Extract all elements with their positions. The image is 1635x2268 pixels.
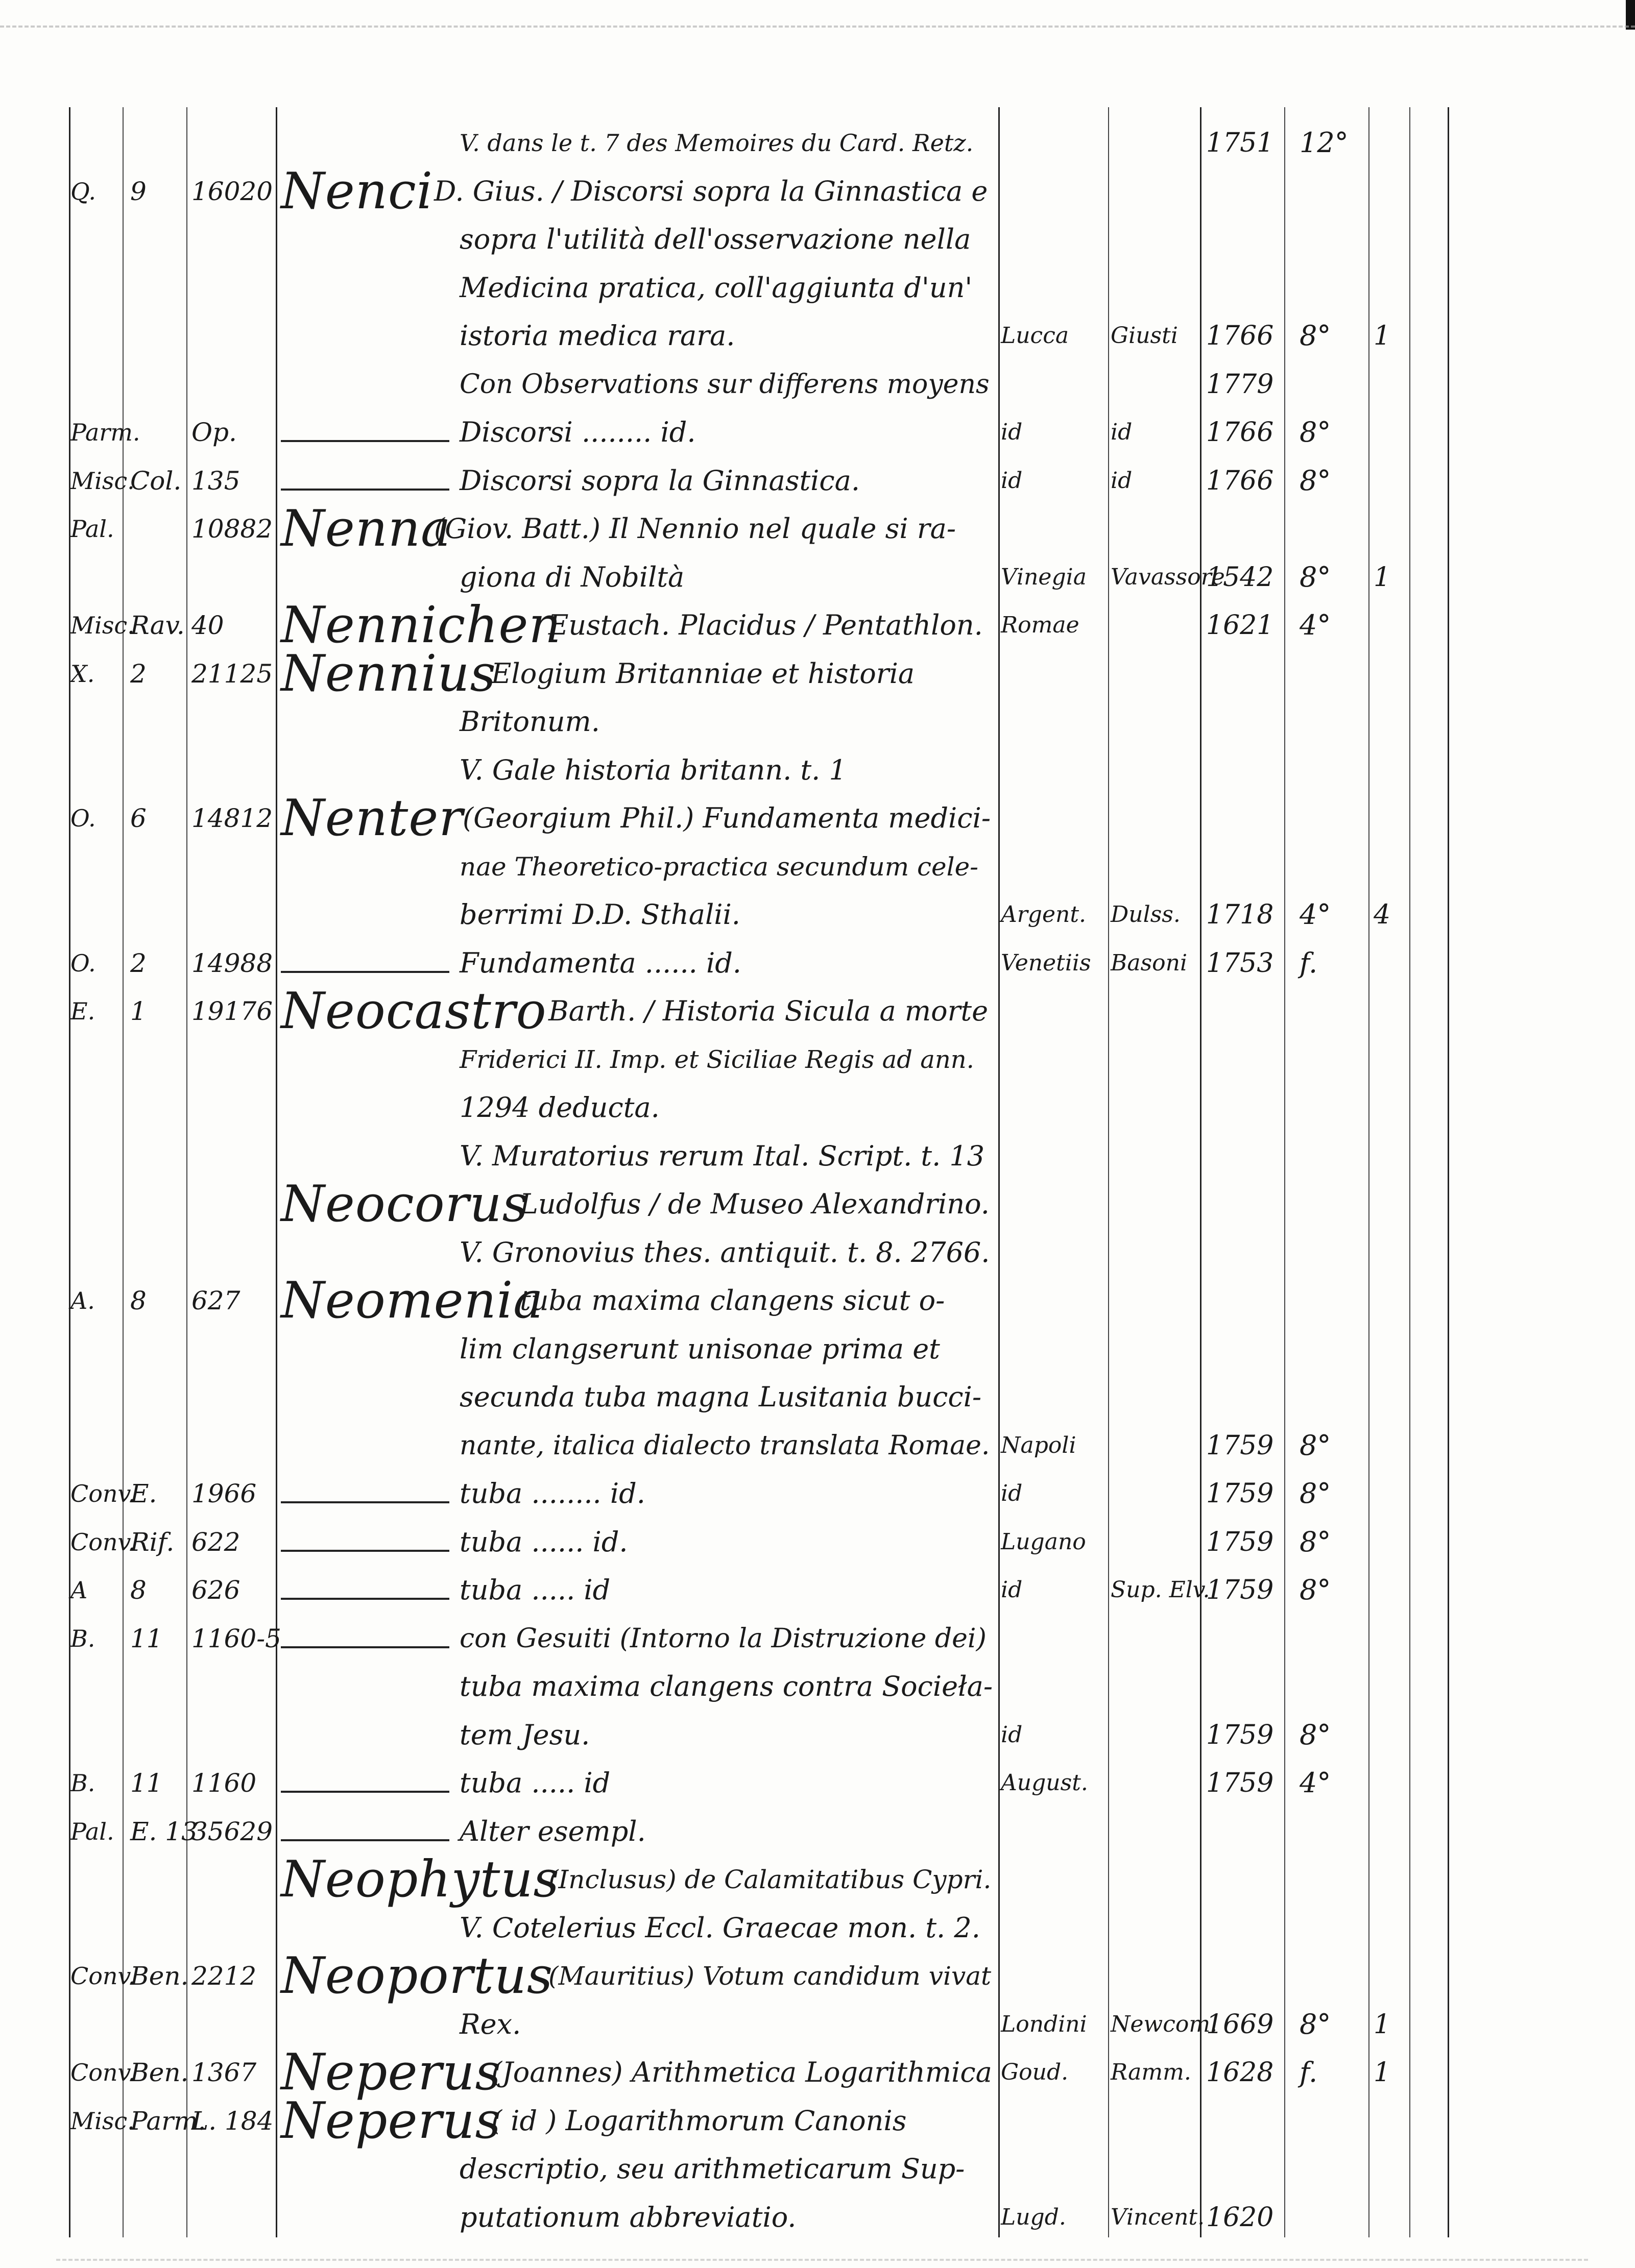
- bottom-dashed-rule: [56, 2259, 1588, 2261]
- ledger-row: [0, 1230, 1635, 1276]
- cell-year: 1628: [1206, 2057, 1274, 2088]
- ledger-row: [0, 1809, 1635, 1855]
- entry-description: (Joannes) Arithmetica Logarithmica: [491, 2056, 992, 2088]
- entry-description: (Giov. Batt.) Il Nennio nel quale si ra-: [434, 513, 956, 545]
- entry-description: Fundamenta ...... id.: [460, 946, 741, 979]
- cell-year: 1766: [1206, 417, 1274, 448]
- cell-vols: 1: [1374, 562, 1391, 593]
- entry-description: (Mauritius) Votum candidum vivat: [548, 1961, 992, 1991]
- entry-description: (Inclusus) de Calamitatibus Cypri.: [548, 1865, 992, 1894]
- entry-description: putationum abbreviatio.: [460, 2201, 797, 2233]
- cell-year: 1751: [1206, 128, 1274, 158]
- cell-place: id: [1001, 1721, 1023, 1748]
- ledger-row: [0, 1133, 1635, 1179]
- cell-num: E.: [130, 1479, 157, 1508]
- cell-vols: 4: [1374, 899, 1391, 930]
- entry-description: Ludolfus / de Museo Alexandrino.: [520, 1188, 990, 1220]
- entry-description: Discorsi ........ id.: [460, 416, 696, 448]
- entry-description: V. dans le t. 7 des Memoires du Card. Retz.: [460, 129, 974, 157]
- cell-shelf: Conv.: [70, 1528, 136, 1556]
- entry-description: Friderici II. Imp. et Siciliae Regis ad ann.: [460, 1045, 974, 1074]
- author-name: Neoportus: [281, 1947, 554, 2005]
- entry-description: tuba ........ id.: [460, 1477, 645, 1509]
- cell-shelf: O.: [70, 804, 96, 832]
- cell-fmt: 8°: [1300, 320, 1331, 352]
- cell-num: 2: [130, 948, 147, 978]
- ledger-row: [0, 1471, 1635, 1517]
- entry-description: secunda tuba magna Lusitania bucci-: [460, 1381, 982, 1413]
- cell-shelf: A.: [70, 1287, 95, 1314]
- cell-place: August.: [1001, 1770, 1088, 1796]
- ledger-row: [0, 1616, 1635, 1662]
- entry-description: tuba maxima clangens sicut o-: [520, 1284, 945, 1316]
- cell-shelf: Conv.: [70, 2059, 136, 2086]
- ditto-rule: [281, 1646, 449, 1648]
- cell-year: 1759: [1206, 1526, 1274, 1557]
- cell-place: Argent.: [1001, 901, 1087, 928]
- ledger-row: [0, 1519, 1635, 1565]
- cell-year: 1621: [1206, 610, 1274, 641]
- cell-fmt: 8°: [1300, 416, 1331, 448]
- cell-inv: 40: [191, 611, 224, 640]
- ledger-row: [0, 265, 1635, 311]
- cell-fmt: f.: [1300, 2056, 1318, 2088]
- cell-place: Venetiis: [1001, 949, 1091, 976]
- entry-description: lim clangserunt unisonae prima et: [460, 1332, 940, 1365]
- author-name: Neperus: [281, 2091, 501, 2150]
- cell-num: Parm.: [130, 2106, 206, 2136]
- cell-num: 11: [130, 1623, 163, 1653]
- cell-fmt: 4°: [1300, 1767, 1331, 1799]
- entry-description: tuba ..... id: [460, 1574, 611, 1606]
- cell-printer: Basoni: [1111, 949, 1188, 976]
- cell-year: 1718: [1206, 899, 1274, 930]
- cell-inv: L. 184: [191, 2106, 274, 2136]
- entry-description: Con Observations sur differens moyens: [460, 369, 990, 400]
- cell-vols: 1: [1374, 2057, 1391, 2088]
- ledger-row: [0, 789, 1635, 847]
- cell-inv: 10882: [191, 514, 273, 544]
- cell-year: 1542: [1206, 562, 1274, 593]
- author-name: Nennius: [281, 644, 496, 703]
- entry-description: Elogium Britanniae et historia: [491, 657, 915, 690]
- cell-fmt: 8°: [1300, 560, 1331, 593]
- ledger-row: [0, 500, 1635, 558]
- cell-year: 1779: [1206, 369, 1274, 400]
- entry-description: tuba ..... id: [460, 1767, 611, 1799]
- cell-vols: 1: [1374, 321, 1391, 351]
- cell-place: id: [1001, 1577, 1023, 1603]
- cell-year: 1669: [1206, 2009, 1274, 2040]
- entry-description: Barth. / Historia Sicula a morte: [548, 995, 989, 1027]
- ledger-row: [0, 1326, 1635, 1372]
- ledger-row: [0, 1712, 1635, 1758]
- entry-description: descriptio, seu arithmeticarum Sup-: [460, 2153, 965, 2185]
- cell-inv: 19176: [191, 996, 273, 1026]
- cell-place: Vinegia: [1001, 564, 1087, 590]
- ledger-row: [0, 2002, 1635, 2047]
- entry-description: V. Muratorius rerum Ital. Script. t. 13: [460, 1139, 985, 1172]
- ledger-row: [0, 596, 1635, 654]
- entry-description: Eustach. Placidus / Pentathlon.: [548, 609, 983, 641]
- cell-shelf: E.: [70, 997, 95, 1025]
- ledger-row: [0, 554, 1635, 600]
- cell-shelf: Conv.: [70, 1962, 136, 1990]
- ledger-row: [0, 1760, 1635, 1806]
- cell-place: id: [1001, 467, 1023, 494]
- cell-shelf: Misc.: [70, 467, 135, 495]
- entry-description: giona di Nobiltà: [460, 560, 685, 593]
- cell-place: Lucca: [1001, 323, 1069, 349]
- cell-shelf: Pal.: [70, 1817, 114, 1845]
- cell-printer: id: [1111, 419, 1133, 445]
- cell-inv: 1160-5: [191, 1623, 281, 1653]
- entry-description: Medicina pratica, coll'aggiunta d'un': [460, 271, 973, 304]
- cell-fmt: 8°: [1300, 1429, 1331, 1461]
- ledger-row: [0, 747, 1635, 793]
- cell-inv: 21125: [191, 659, 273, 689]
- ledger-row: [0, 1947, 1635, 2005]
- ledger-row: [0, 120, 1635, 166]
- cell-inv: 626: [191, 1575, 241, 1605]
- ledger-row: [0, 1905, 1635, 1951]
- cell-inv: 1367: [191, 2058, 257, 2087]
- cell-num: Ben.: [130, 2058, 189, 2087]
- entry-description: D. Gius. / Discorsi sopra la Ginnastica e: [434, 175, 988, 207]
- ledger-row: [0, 2146, 1635, 2192]
- cell-inv: 627: [191, 1286, 241, 1315]
- cell-fmt: 8°: [1300, 1718, 1331, 1751]
- cell-shelf: A: [70, 1576, 88, 1604]
- cell-place: Lugd.: [1001, 2204, 1066, 2230]
- ditto-rule: [281, 1839, 449, 1841]
- ledger-row: [0, 982, 1635, 1040]
- ledger-row: [0, 892, 1635, 938]
- cell-num: 6: [130, 803, 147, 833]
- cell-shelf: B.: [70, 1769, 95, 1797]
- author-name: Nenci: [281, 162, 434, 221]
- ledger-row: [0, 2043, 1635, 2102]
- cell-printer: Giusti: [1111, 323, 1178, 349]
- cell-num: 2: [130, 659, 147, 689]
- cell-num: Rav.: [130, 611, 185, 640]
- entry-description: tem Jesu.: [460, 1718, 590, 1751]
- cell-shelf: Misc.: [70, 2107, 135, 2135]
- top-dashed-rule: [0, 26, 1635, 30]
- cell-fmt: 8°: [1300, 1525, 1331, 1558]
- cell-fmt: 8°: [1300, 1477, 1331, 1509]
- ditto-rule: [281, 489, 449, 491]
- cell-shelf: X.: [70, 660, 95, 688]
- cell-printer: Newcom.: [1111, 2011, 1218, 2037]
- cell-shelf: Pal.: [70, 515, 114, 543]
- entry-description: berrimi D.D. Sthalii.: [460, 898, 740, 931]
- cell-num: Col.: [130, 466, 182, 496]
- entry-description: V. Gronovius thes. antiquit. t. 8. 2766.: [460, 1236, 990, 1269]
- cell-printer: id: [1111, 467, 1133, 494]
- cell-num: Ben.: [130, 1961, 189, 1991]
- cell-inv: 14812: [191, 803, 273, 833]
- cell-shelf: B.: [70, 1624, 95, 1652]
- cell-shelf: Parm.: [70, 419, 140, 446]
- cell-place: Goud.: [1001, 2059, 1069, 2085]
- ditto-rule: [281, 1598, 449, 1600]
- cell-inv: 135: [191, 466, 241, 496]
- ledger-row: [0, 216, 1635, 262]
- entry-description: nante, italica dialecto translata Romae.: [460, 1430, 990, 1461]
- ledger-row: [0, 2194, 1635, 2240]
- cell-place: Londini: [1001, 2011, 1087, 2037]
- author-name: Neophytus: [281, 1850, 560, 1909]
- cell-inv: Op.: [191, 418, 237, 447]
- cell-year: 1620: [1206, 2202, 1274, 2233]
- entry-description: Britonum.: [460, 705, 600, 738]
- cell-num: 8: [130, 1286, 147, 1315]
- cell-place: Lugano: [1001, 1528, 1086, 1555]
- cell-year: 1759: [1206, 1575, 1274, 1605]
- cell-inv: 1160: [191, 1768, 257, 1798]
- ledger-row: [0, 644, 1635, 703]
- cell-printer: Dulss.: [1111, 901, 1181, 928]
- entry-description: istoria medica rara.: [460, 320, 735, 352]
- author-name: Neomenia: [281, 1272, 544, 1330]
- entry-description: ( id ) Logarithmorum Canonis: [491, 2104, 907, 2137]
- entry-description: nae Theoretico-practica secundum cele-: [460, 851, 979, 882]
- ledger-row: [0, 162, 1635, 221]
- author-name: Nenter: [281, 789, 464, 847]
- cell-year: 1766: [1206, 321, 1274, 351]
- ledger-row: [0, 2091, 1635, 2150]
- cell-num: 8: [130, 1575, 147, 1605]
- ledger-row: [0, 1567, 1635, 1613]
- entry-description: sopra l'utilità dell'osservazione nella: [460, 223, 971, 255]
- cell-shelf: Conv.: [70, 1480, 136, 1507]
- author-name: Nenna: [281, 500, 451, 558]
- ledger-row: [0, 409, 1635, 455]
- ledger-row: [0, 1374, 1635, 1420]
- ditto-rule: [281, 440, 449, 442]
- ledger-row: [0, 313, 1635, 359]
- entry-description: 1294 deducta.: [460, 1091, 660, 1124]
- author-name: Neperus: [281, 2043, 501, 2102]
- ledger-row: [0, 844, 1635, 890]
- cell-shelf: Misc.: [70, 612, 135, 639]
- cell-year: 1759: [1206, 1719, 1274, 1750]
- entry-description: Alter esempl.: [460, 1815, 646, 1847]
- cell-shelf: Q.: [70, 177, 97, 205]
- cell-fmt: 4°: [1300, 609, 1331, 641]
- ledger-row: [0, 458, 1635, 504]
- entry-description: (Georgium Phil.) Fundamenta medici-: [463, 802, 991, 834]
- cell-place: Napoli: [1001, 1432, 1076, 1458]
- cell-num: 9: [130, 176, 147, 206]
- cell-num: E. 13: [130, 1816, 198, 1846]
- author-name: Neocastro: [281, 982, 547, 1040]
- cell-inv: 14988: [191, 948, 273, 978]
- cell-num: 1: [130, 996, 147, 1026]
- cell-place: id: [1001, 1480, 1023, 1506]
- cell-place: id: [1001, 419, 1023, 445]
- cell-fmt: f.: [1300, 946, 1318, 979]
- entry-description: tuba maxima clangens contra Socieła-: [460, 1670, 993, 1702]
- ledger-row: [0, 699, 1635, 745]
- cell-year: 1759: [1206, 1430, 1274, 1461]
- cell-vols: 1: [1374, 2009, 1391, 2040]
- cell-fmt: 8°: [1300, 464, 1331, 497]
- author-name: Nennichen: [281, 596, 562, 654]
- cell-num: 11: [130, 1768, 163, 1798]
- ledger-row: [0, 1423, 1635, 1469]
- entry-description: tuba ...... id.: [460, 1525, 628, 1558]
- cell-year: 1759: [1206, 1768, 1274, 1798]
- entry-description: V. Gale historia britann. t. 1: [460, 753, 847, 786]
- cell-printer: Ramm.: [1111, 2059, 1191, 2085]
- ledger-row: [0, 1085, 1635, 1131]
- cell-year: 1753: [1206, 947, 1274, 979]
- entry-description: con Gesuiti (Intorno la Distruzione dei): [460, 1623, 987, 1654]
- entry-description: V. Cotelerius Eccl. Graecae mon. t. 2.: [460, 1911, 980, 1944]
- cell-inv: 35629: [191, 1816, 273, 1846]
- cell-printer: Vincent.: [1111, 2204, 1205, 2230]
- ditto-rule: [281, 1550, 449, 1552]
- ledger-row: [0, 940, 1635, 986]
- cell-shelf: O.: [70, 949, 96, 977]
- cell-num: Rif.: [130, 1527, 175, 1557]
- cell-place: Romae: [1001, 612, 1079, 638]
- ledger-row: [0, 1175, 1635, 1233]
- cell-fmt: 4°: [1300, 898, 1331, 931]
- ditto-rule: [281, 1791, 449, 1793]
- cell-printer: Vavassore: [1111, 564, 1225, 590]
- cell-fmt: 12°: [1300, 127, 1349, 159]
- ditto-rule: [281, 971, 449, 973]
- cell-fmt: 8°: [1300, 2008, 1331, 2040]
- cell-fmt: 8°: [1300, 1574, 1331, 1606]
- ledger-row: [0, 1850, 1635, 1909]
- ledger-row: [0, 1272, 1635, 1330]
- ledger-row: [0, 1664, 1635, 1710]
- cell-inv: 1966: [191, 1479, 257, 1508]
- cell-printer: Sup. Elv.: [1111, 1577, 1210, 1603]
- ledger-row: [0, 361, 1635, 407]
- entry-description: Rex.: [460, 2008, 521, 2040]
- cell-year: 1766: [1206, 465, 1274, 496]
- cell-inv: 622: [191, 1527, 241, 1557]
- entry-description: Discorsi sopra la Ginnastica.: [460, 464, 860, 497]
- author-name: Neocorus: [281, 1175, 528, 1233]
- ditto-rule: [281, 1501, 449, 1503]
- cell-year: 1759: [1206, 1478, 1274, 1509]
- cell-inv: 2212: [191, 1961, 257, 1991]
- cell-inv: 16020: [191, 176, 273, 206]
- ledger-row: [0, 1037, 1635, 1083]
